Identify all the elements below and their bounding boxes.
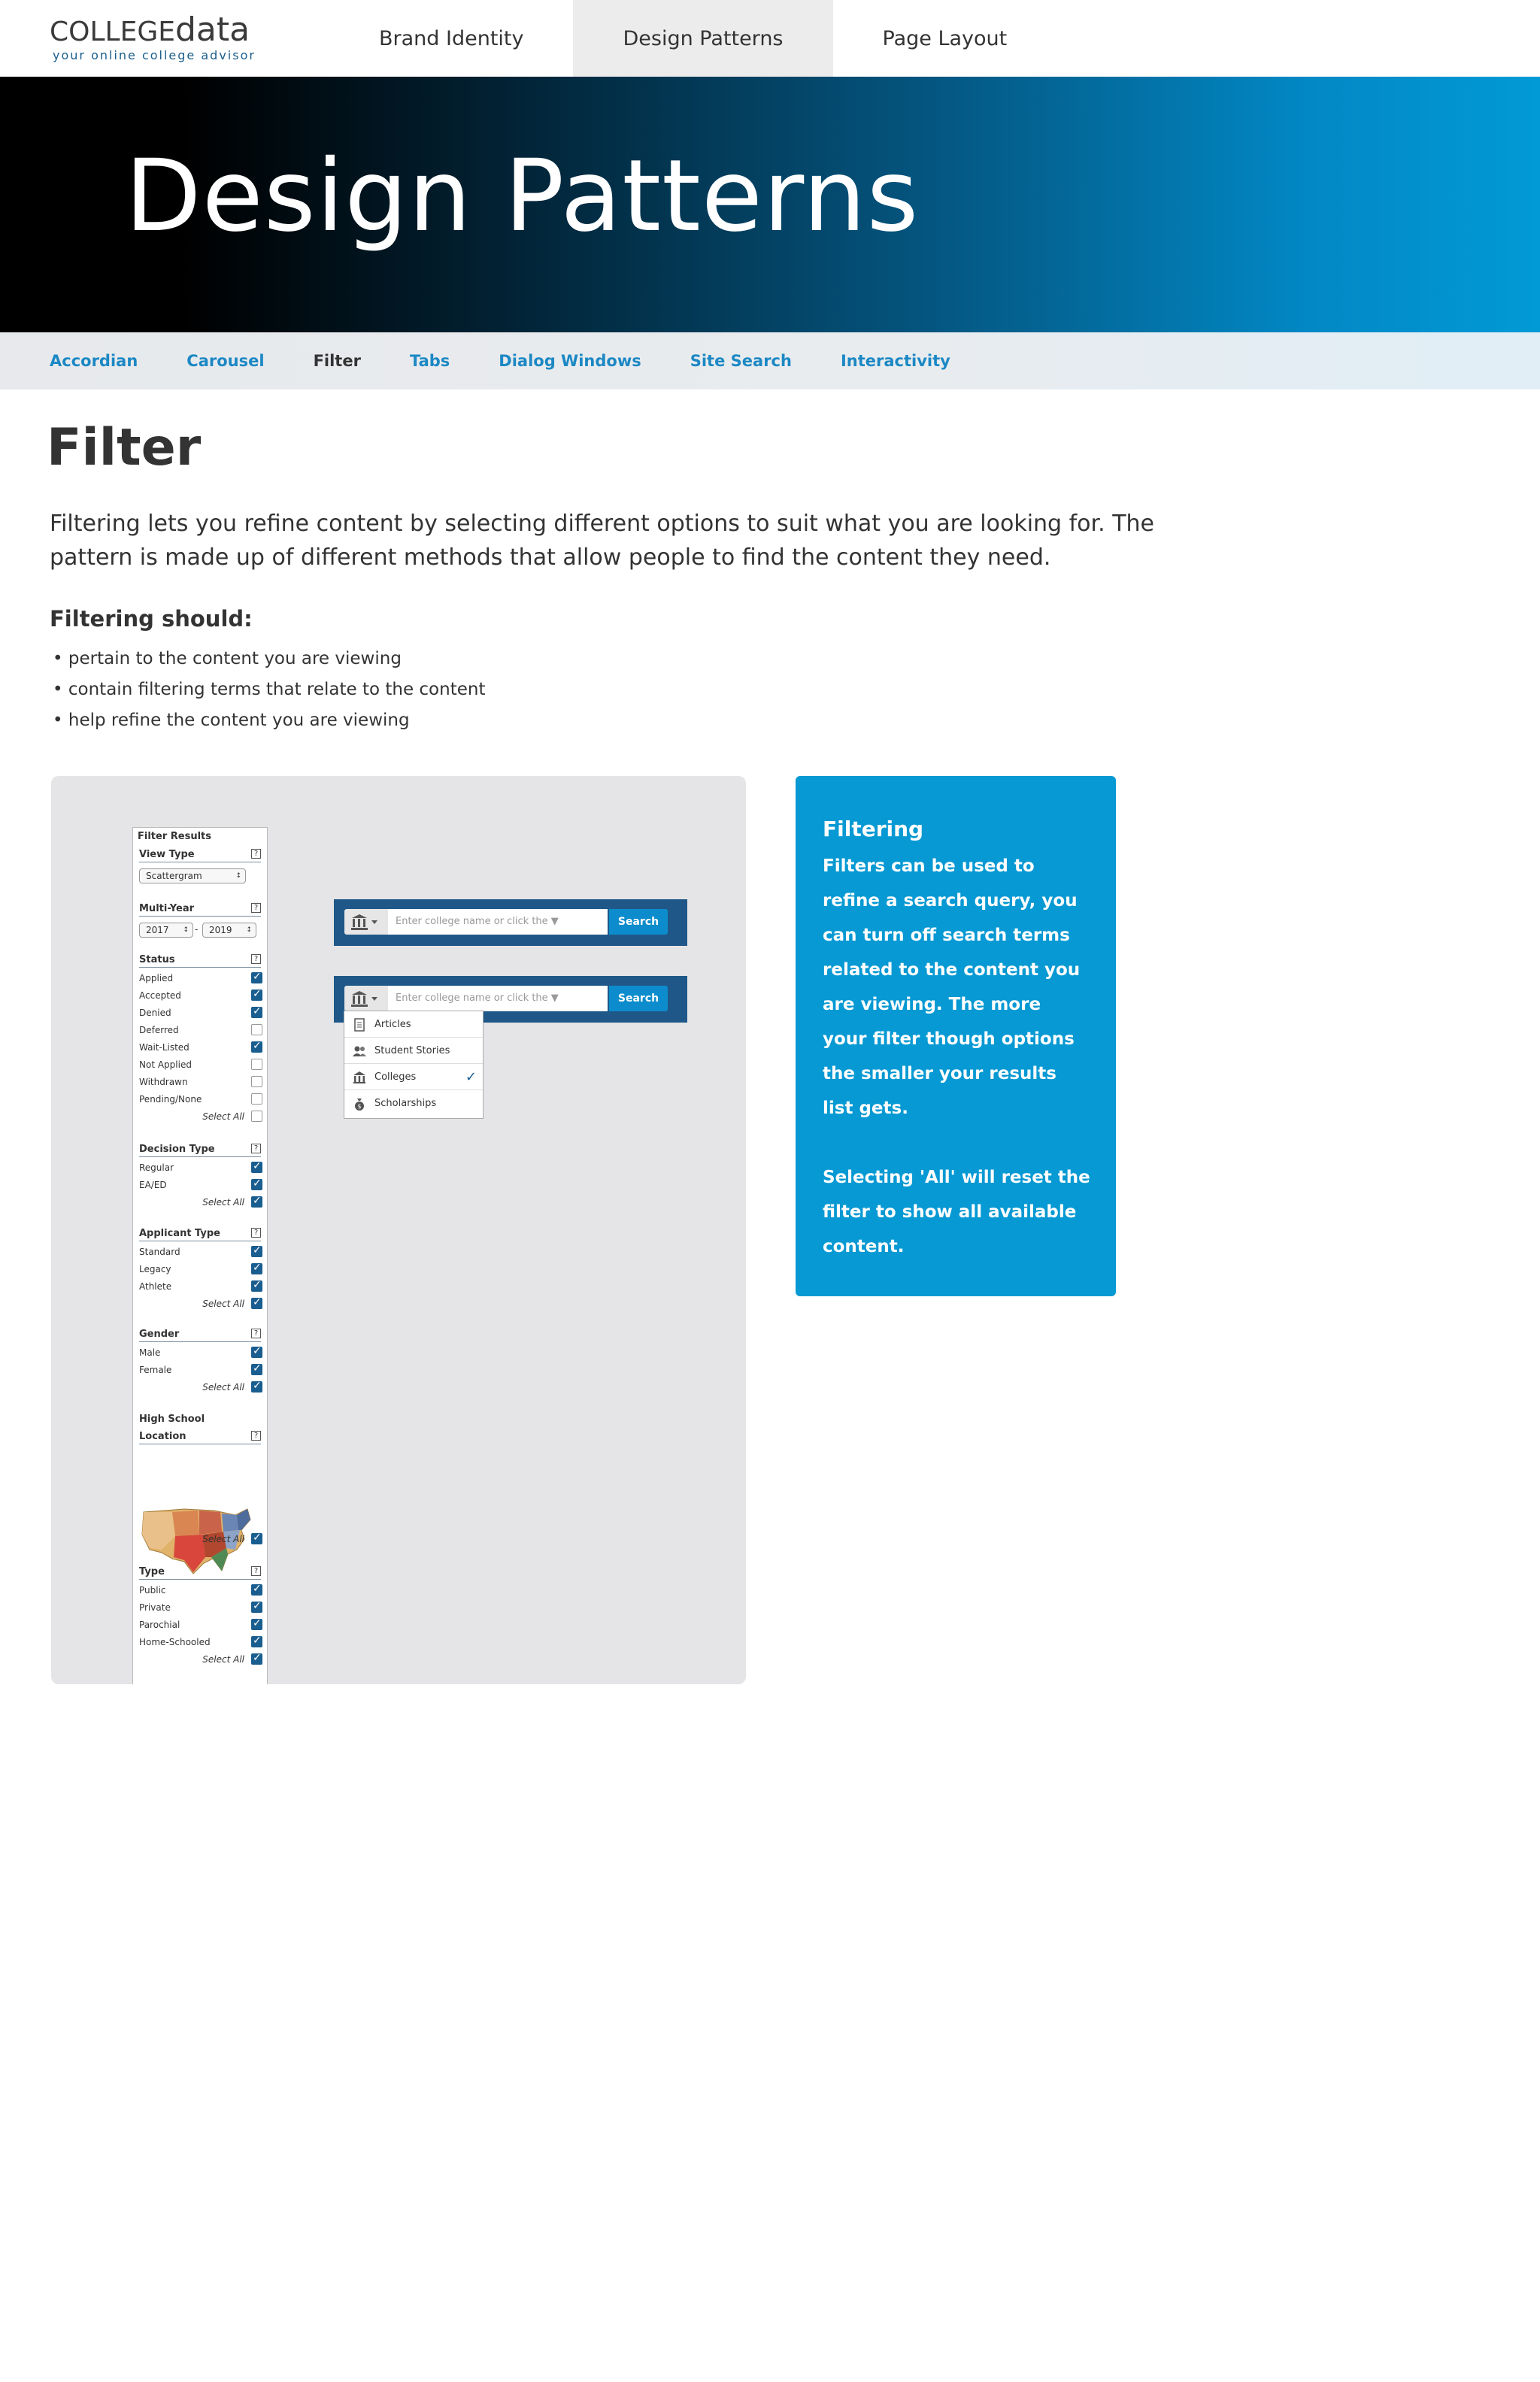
checkbox[interactable] [251, 1076, 262, 1087]
filter-option-row[interactable] [139, 1024, 262, 1038]
filter-option-row[interactable] [139, 972, 262, 986]
filter-section-location [139, 1431, 261, 1444]
filter-option-row[interactable] [139, 1280, 262, 1294]
checkbox[interactable] [251, 1364, 262, 1375]
help-icon[interactable]: ? [251, 1329, 261, 1338]
view-type-value: Scattergram [146, 871, 202, 881]
tab-page-layout[interactable]: Page Layout [882, 26, 1008, 50]
pattern-subnav [0, 332, 1540, 389]
checkbox[interactable] [251, 1619, 262, 1630]
filter-option-label: Select All [202, 1654, 244, 1665]
filter-option-label: Select All [202, 1299, 244, 1309]
filter-option-row[interactable] [139, 1263, 262, 1277]
checkbox[interactable] [251, 1041, 262, 1053]
filter-section-status [139, 954, 261, 968]
money-bag-icon [352, 1096, 367, 1111]
tab-design-patterns[interactable]: Design Patterns [573, 0, 832, 77]
checkbox[interactable] [251, 1093, 262, 1105]
filter-section-label: Type [139, 1566, 165, 1577]
chevron-down-icon [371, 920, 377, 924]
checkbox[interactable] [251, 1179, 262, 1190]
logo-wordmark: COLLEGEdata [50, 11, 250, 49]
menu-item-label: Articles [374, 1019, 411, 1030]
filter-option-row[interactable] [139, 1041, 262, 1055]
checkbox[interactable] [251, 1263, 262, 1274]
filter-section-view_type [139, 849, 261, 862]
info-card-paragraph: Selecting 'All' will reset the filter to show all available content. [823, 1168, 1090, 1256]
list-item: • help refine the content you are viewing [53, 705, 485, 736]
filter-option-row[interactable] [139, 1347, 262, 1360]
year-separator: - [195, 924, 199, 935]
filter-option-row[interactable] [139, 1076, 262, 1089]
filter-section-label: Multi-Year [139, 903, 195, 914]
filter-option-label: Accepted [139, 990, 181, 1001]
filter-option-label: Home-Schooled [139, 1637, 211, 1647]
high-school-heading: High School [139, 1414, 205, 1425]
search-button[interactable]: Search [609, 909, 668, 935]
top-nav [329, 0, 1056, 77]
filter-option-label: Wait-Listed [139, 1042, 189, 1053]
site-search-bar [334, 899, 687, 946]
filter-option-label: Withdrawn [139, 1077, 188, 1087]
filter-option-row[interactable] [139, 1179, 262, 1193]
filter-option-label: EA/ED [139, 1180, 167, 1190]
top-bar [0, 0, 1540, 77]
checkbox[interactable] [251, 972, 262, 983]
search-input[interactable]: Enter college name or click the ▼ [388, 986, 608, 1011]
select-all-row[interactable] [139, 1381, 262, 1395]
filter-section-label: Location [139, 1431, 186, 1442]
filter-section-label: View Type [139, 849, 195, 860]
filter-option-label: Select All [202, 1534, 244, 1544]
subnav-accordian[interactable]: Accordian [50, 352, 138, 370]
select-all-row[interactable] [139, 1298, 262, 1311]
filter-option-row[interactable] [139, 1246, 262, 1259]
people-icon [352, 1044, 367, 1059]
checkbox[interactable] [251, 1111, 262, 1122]
search-input[interactable]: Enter college name or click the ▼ [388, 909, 608, 935]
list-item: • contain filtering terms that relate to the content [53, 674, 485, 705]
filter-section-multi_year [139, 903, 261, 917]
checkbox[interactable] [251, 1007, 262, 1018]
menu-item-scholarships[interactable] [344, 1090, 483, 1117]
search-category-menu [344, 1011, 484, 1119]
intro-paragraph: Filtering lets you refine content by selecting different options to suit what you are looking for. The pattern is made up of different methods that allow people to find the content they need. [50, 511, 1154, 571]
hero-banner [0, 77, 1540, 332]
filter-option-row[interactable] [139, 1602, 262, 1615]
page-title: Filter [47, 418, 202, 477]
filter-option-label: Standard [139, 1247, 180, 1257]
help-icon[interactable]: ? [251, 1144, 261, 1153]
svg-text:$: $ [357, 1103, 362, 1110]
help-icon[interactable]: ? [251, 849, 261, 859]
checkmark-icon: ✓ [465, 1069, 477, 1085]
filter-option-row[interactable] [139, 1162, 262, 1175]
checkbox[interactable] [251, 1653, 262, 1665]
checkbox[interactable] [251, 1298, 262, 1309]
help-icon[interactable]: ? [251, 954, 261, 964]
checkbox[interactable] [251, 1381, 262, 1393]
checkbox[interactable] [251, 1533, 262, 1544]
institution-icon [344, 909, 388, 935]
filter-section-label: Gender [139, 1329, 180, 1340]
filter-option-label: Athlete [139, 1281, 172, 1292]
should-heading: Filtering should: [50, 606, 253, 632]
view-type-select[interactable] [139, 868, 246, 883]
filter-option-label: Not Applied [139, 1059, 192, 1070]
info-card-paragraph: Filters can be used to refine a search query, you can turn off search terms related to the content you are viewing. The more your filter though options the smaller your results list gets. [823, 856, 1081, 1118]
help-icon[interactable]: ? [251, 1431, 261, 1441]
search-button[interactable]: Search [609, 986, 668, 1011]
chevron-updown-icon: ↕ [246, 926, 252, 934]
filter-option-row[interactable] [139, 1059, 262, 1072]
help-icon[interactable]: ? [251, 1566, 261, 1576]
menu-item-label: Scholarships [374, 1098, 437, 1109]
filter-option-label: Select All [202, 1111, 244, 1122]
subnav-filter[interactable]: Filter [313, 352, 361, 370]
filter-option-row[interactable] [139, 1584, 262, 1598]
year-from-select[interactable] [139, 923, 193, 938]
filter-section-label: Decision Type [139, 1144, 215, 1155]
select-all-row[interactable] [139, 1196, 262, 1210]
chevron-down-icon [371, 997, 377, 1001]
checkbox[interactable] [251, 1347, 262, 1358]
filter-section-label: Applicant Type [139, 1228, 220, 1239]
menu-item-articles[interactable] [344, 1011, 483, 1038]
checkbox[interactable] [251, 989, 262, 1001]
checkbox[interactable] [251, 1024, 262, 1035]
chevron-updown-icon: ↕ [235, 872, 241, 880]
filter-option-label: Deferred [139, 1025, 179, 1035]
menu-item-label: Colleges [374, 1071, 417, 1083]
subnav-dialog-windows[interactable]: Dialog Windows [499, 352, 641, 370]
filter-option-label: Male [139, 1347, 161, 1358]
institution-icon [344, 986, 388, 1011]
filter-section-gender [139, 1329, 261, 1342]
select-all-row[interactable] [139, 1533, 262, 1547]
filter-option-label: Select All [202, 1382, 244, 1393]
checkbox[interactable] [251, 1584, 262, 1596]
filter-option-row[interactable] [139, 1093, 262, 1107]
search-category-dropdown[interactable] [344, 909, 388, 935]
list-item: • pertain to the content you are viewing [53, 644, 485, 674]
filter-option-label: Select All [202, 1197, 244, 1208]
hero-title: Design Patterns [125, 138, 920, 254]
menu-item-colleges[interactable] [344, 1064, 483, 1090]
filter-option-label: Parochial [139, 1620, 180, 1630]
checkbox[interactable] [251, 1059, 262, 1070]
checkbox[interactable] [251, 1246, 262, 1257]
menu-item-label: Student Stories [374, 1045, 450, 1056]
menu-item-student-stories[interactable] [344, 1038, 483, 1064]
subnav-carousel[interactable]: Carousel [186, 352, 265, 370]
filter-option-row[interactable] [139, 989, 262, 1003]
filter-option-label: Applied [139, 973, 174, 983]
checkbox[interactable] [251, 1602, 262, 1613]
filter-example-panel [51, 776, 746, 1684]
checkbox[interactable] [251, 1280, 262, 1292]
filter-section-type [139, 1566, 261, 1580]
collegedata-logo[interactable] [50, 11, 260, 63]
select-all-row[interactable] [139, 1653, 262, 1667]
year-from-value: 2017 [146, 925, 169, 935]
filter-option-label: Private [139, 1602, 171, 1613]
filter-option-label: Pending/None [139, 1094, 202, 1105]
filter-section-applicant_type [139, 1228, 261, 1241]
search-category-dropdown[interactable] [344, 986, 388, 1011]
high-school-heading-row [139, 1413, 262, 1426]
checkbox[interactable] [251, 1196, 262, 1208]
checkbox[interactable] [251, 1162, 262, 1173]
filter-option-label: Public [139, 1585, 166, 1596]
subnav-tabs[interactable]: Tabs [409, 352, 450, 370]
tab-brand-identity[interactable]: Brand Identity [379, 26, 524, 50]
filter-option-label: Legacy [139, 1264, 171, 1274]
filter-option-label: Female [139, 1365, 172, 1375]
institution-icon [352, 1070, 367, 1085]
help-icon[interactable]: ? [251, 903, 261, 913]
filter-option-label: Denied [139, 1008, 171, 1018]
filter-option-row[interactable] [139, 1636, 262, 1650]
filter-section-decision_type [139, 1144, 261, 1157]
subnav-interactivity[interactable]: Interactivity [840, 352, 950, 370]
filter-results-panel [132, 827, 268, 1684]
filter-option-row[interactable] [139, 1007, 262, 1020]
help-icon[interactable]: ? [251, 1228, 261, 1238]
year-to-value: 2019 [209, 925, 232, 935]
subnav-site-search[interactable]: Site Search [690, 352, 792, 370]
select-all-row[interactable] [139, 1111, 262, 1124]
info-card-title: Filtering [823, 817, 924, 841]
filter-option-row[interactable] [139, 1364, 262, 1377]
chevron-updown-icon: ↕ [183, 926, 189, 934]
filter-option-row[interactable] [139, 1619, 262, 1632]
should-list [53, 644, 485, 736]
filter-results-title: Filter Results [138, 831, 211, 842]
filtering-info-card [796, 776, 1116, 1296]
logo-tagline: your online college advisor [53, 48, 256, 62]
year-to-select[interactable] [202, 923, 256, 938]
filter-section-label: Status [139, 954, 175, 965]
filter-option-label: Regular [139, 1162, 174, 1173]
checkbox[interactable] [251, 1636, 262, 1647]
document-icon [352, 1017, 367, 1032]
